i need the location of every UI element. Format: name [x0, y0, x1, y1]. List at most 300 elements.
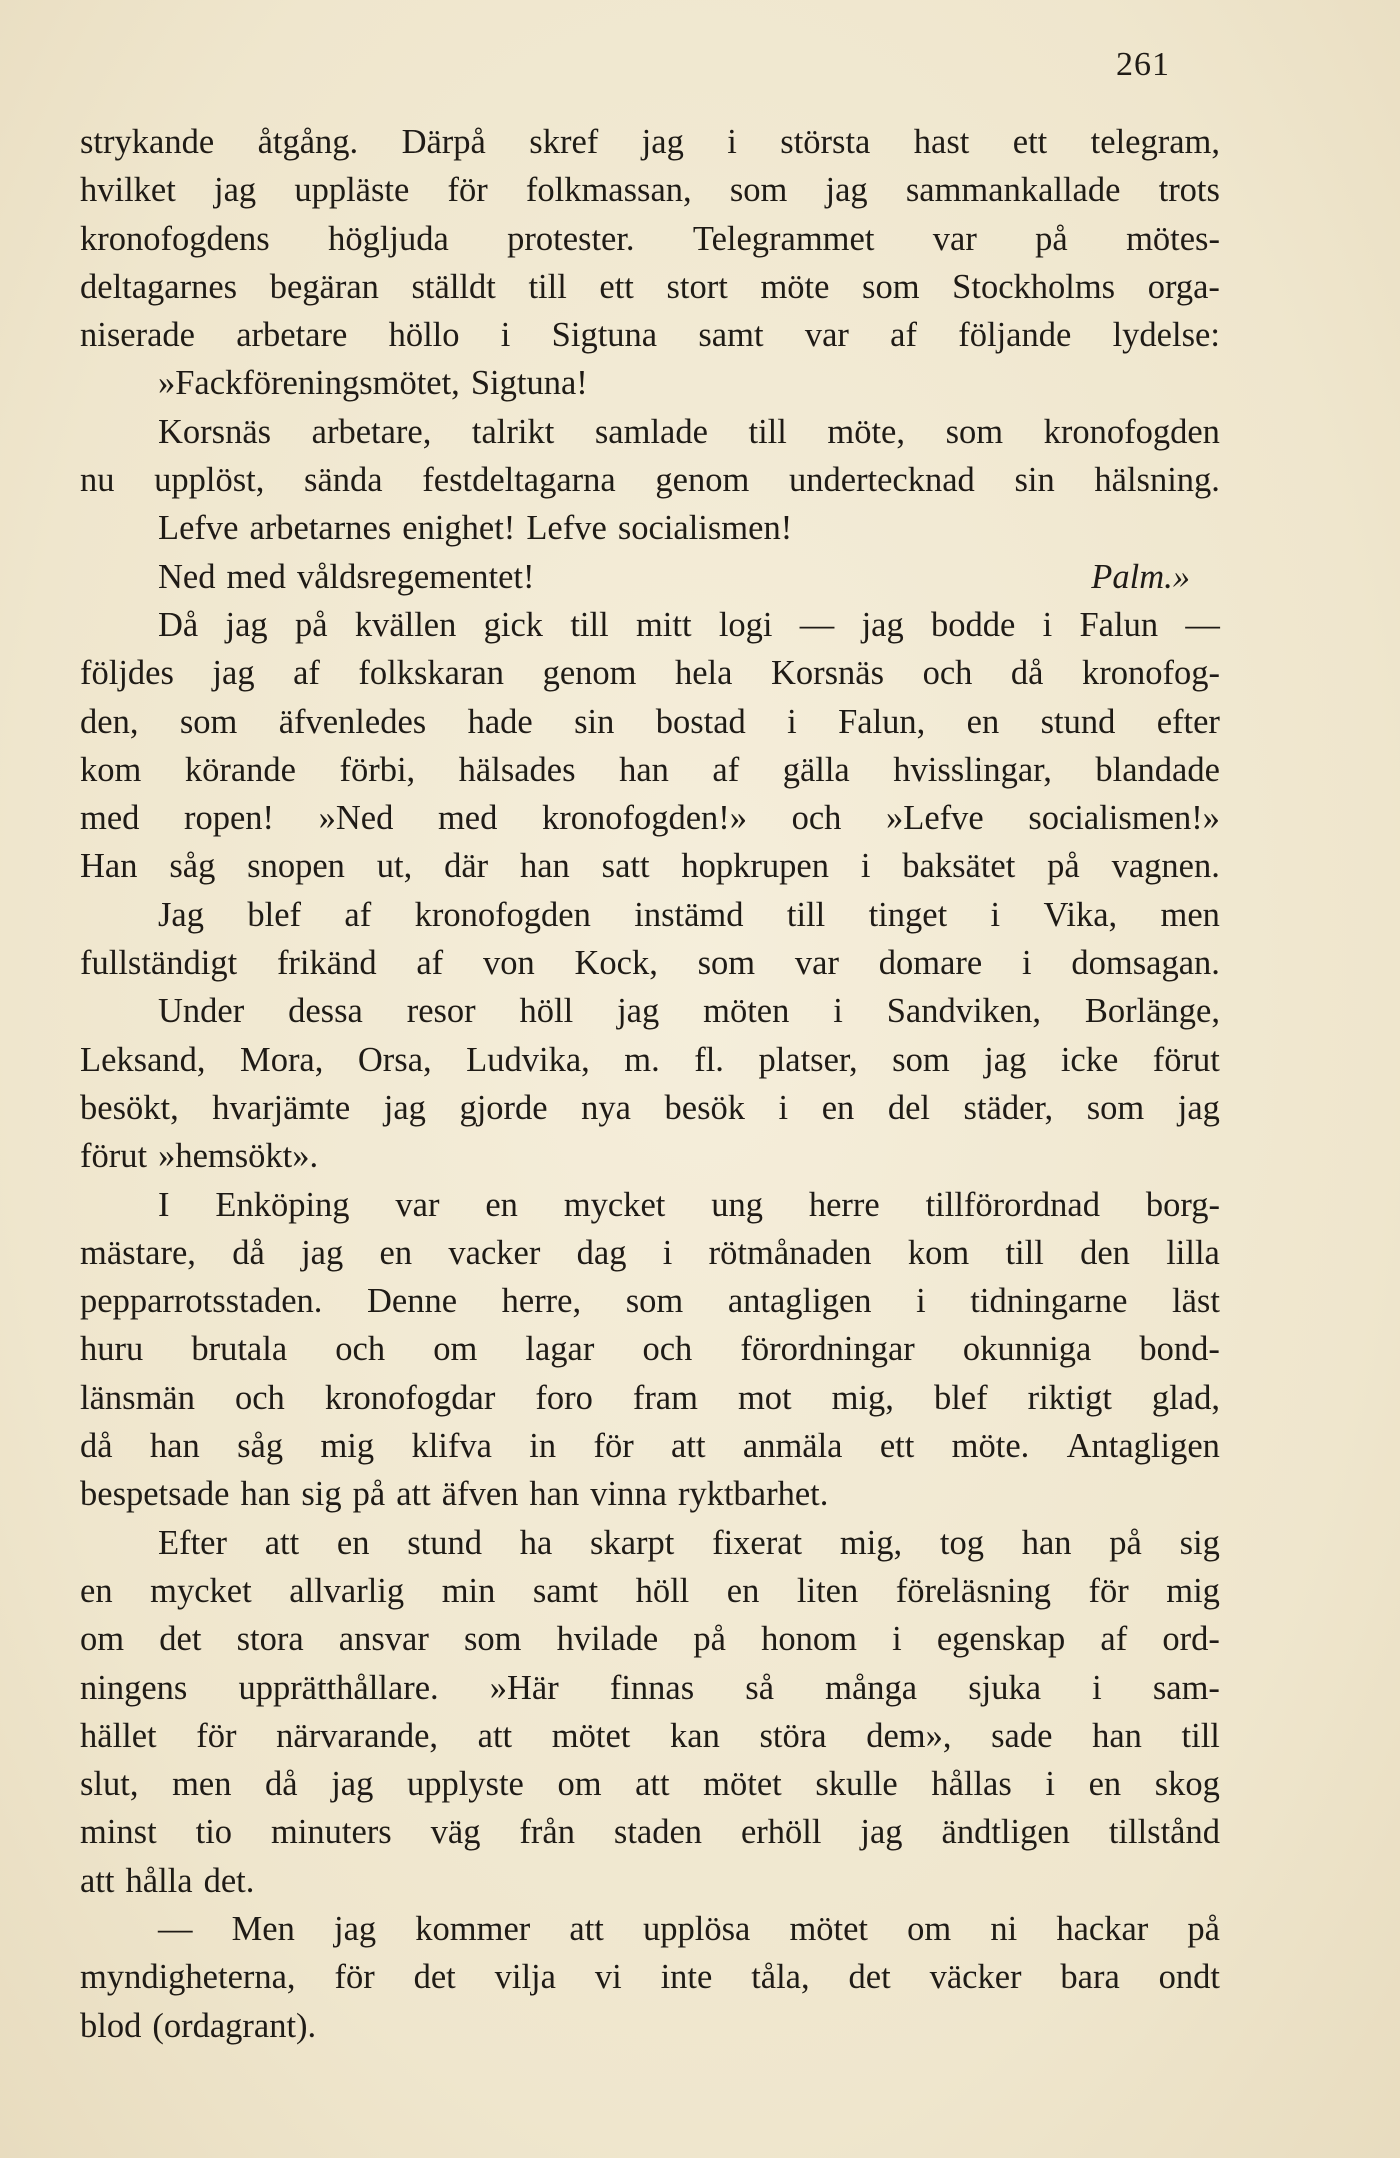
word: äfvenledes — [278, 702, 427, 741]
word: ett — [879, 1427, 915, 1466]
word: upplösa — [643, 1909, 751, 1948]
word: Efter — [158, 1523, 227, 1562]
word: det — [413, 1958, 456, 1997]
word: föreläsning — [895, 1571, 1051, 1610]
word: Denne — [366, 1282, 458, 1321]
word: hela — [674, 654, 733, 693]
word: att — [477, 1716, 513, 1755]
word: platser, — [758, 1040, 858, 1079]
text-line — [80, 1277, 1220, 1325]
word: närvarande, — [276, 1716, 439, 1755]
word: genom — [655, 461, 750, 500]
word: blef — [247, 895, 302, 934]
word: ett — [599, 267, 634, 306]
word: på — [1109, 1523, 1142, 1562]
text-line — [80, 1422, 1220, 1470]
word: skref — [529, 123, 599, 161]
word: såg — [169, 847, 216, 886]
text-line — [80, 1905, 1220, 1953]
word: slut, — [80, 1765, 139, 1804]
word: Då — [158, 605, 199, 644]
word: jag — [1177, 1088, 1220, 1127]
word: Men — [231, 1909, 295, 1948]
word: Vika, — [1043, 895, 1118, 934]
word: strykande — [80, 123, 215, 161]
word: kronofogdar — [324, 1378, 496, 1417]
word: ryktbarhet. — [677, 1475, 829, 1514]
word: åtgång. — [257, 123, 359, 161]
word: länsmän — [80, 1378, 195, 1417]
word: mästare, — [80, 1233, 196, 1272]
text-line — [80, 987, 1220, 1035]
word: logi — [718, 605, 773, 644]
word: sig — [301, 1475, 342, 1514]
word: ställdt — [411, 267, 496, 306]
word: på — [1187, 1909, 1220, 1948]
word: resor — [406, 992, 476, 1031]
word: inte — [660, 1958, 713, 1997]
word: erhöll — [740, 1813, 822, 1852]
word: hvisslingar, — [893, 750, 1052, 789]
word: ni — [990, 1909, 1018, 1948]
word: hälsning. — [1094, 461, 1220, 500]
text-line — [80, 1808, 1220, 1856]
word: undertecknad — [788, 461, 975, 500]
word: körande — [184, 750, 296, 789]
word: instämd — [634, 895, 744, 934]
word: var — [794, 944, 839, 983]
word: till — [786, 895, 826, 934]
word: högljuda — [328, 219, 449, 258]
word: begäran — [269, 267, 379, 306]
word: då — [1010, 654, 1044, 693]
word: ansvar — [338, 1620, 429, 1659]
word: rötmånaden — [708, 1233, 872, 1272]
word: i — [833, 992, 843, 1031]
word: i — [916, 1282, 926, 1321]
word: af — [293, 654, 320, 693]
word: Lefve — [526, 509, 607, 548]
word: bespetsade — [80, 1475, 230, 1514]
word: Sigtuna — [551, 316, 658, 355]
text-line — [80, 359, 1220, 407]
word: (ordagrant). — [152, 2006, 317, 2045]
text-line — [80, 842, 1220, 890]
word: våldsregementet! — [296, 557, 535, 596]
word: upplyste — [406, 1765, 524, 1804]
word: en — [485, 1185, 518, 1224]
word: på — [693, 1620, 726, 1659]
word: och — [642, 1330, 693, 1369]
text-line — [80, 1084, 1220, 1132]
word: mötet — [703, 1765, 782, 1804]
word: baksätet — [902, 847, 1016, 886]
word: gick — [483, 605, 544, 644]
word: då — [80, 1427, 113, 1466]
word: vacker — [448, 1233, 541, 1272]
word: till — [1181, 1716, 1220, 1755]
word: lilla — [1166, 1233, 1220, 1272]
word: den, — [80, 702, 139, 741]
word: såg — [237, 1427, 284, 1466]
word: för — [1088, 1571, 1129, 1610]
word: jag — [225, 605, 268, 644]
word: tåla, — [751, 1958, 810, 1997]
word: Jag — [158, 895, 204, 934]
word: I — [158, 1185, 170, 1224]
word: Mora, — [240, 1040, 324, 1079]
word: i — [662, 1233, 673, 1272]
word: »Lefve — [886, 799, 984, 838]
word: vinna — [590, 1475, 667, 1514]
word: kom — [80, 750, 142, 789]
word: liten — [796, 1571, 859, 1610]
word: han — [1021, 1523, 1072, 1562]
word: Stockholms — [952, 267, 1116, 306]
text-line — [80, 1712, 1220, 1760]
word: satt — [601, 847, 650, 886]
word: riktigt — [1027, 1378, 1112, 1417]
word: jag — [825, 171, 868, 210]
word: Korsnäs — [770, 654, 885, 693]
word: lydelse: — [1112, 316, 1220, 355]
word: ropen! — [184, 799, 275, 838]
word: »Här — [489, 1668, 559, 1707]
word: på — [1035, 219, 1068, 258]
word: han — [529, 1475, 580, 1514]
word: lagar — [525, 1330, 595, 1369]
word: att — [396, 1475, 431, 1514]
word: förbi, — [339, 750, 416, 789]
word: om — [80, 1620, 125, 1659]
word: af — [712, 750, 740, 789]
word: jag — [334, 1909, 377, 1948]
word: socialismen! — [617, 509, 793, 548]
word: gälla — [782, 750, 850, 789]
word: herre, — [501, 1282, 582, 1321]
word: in — [529, 1427, 557, 1466]
word: var — [395, 1185, 440, 1224]
word: om — [907, 1909, 952, 1948]
word: i — [860, 847, 871, 886]
word: det — [848, 1958, 891, 1997]
text-line — [80, 311, 1220, 359]
text-line — [80, 1374, 1220, 1422]
word: mötet — [551, 1716, 631, 1755]
word: ha — [519, 1523, 553, 1562]
word: kvällen — [354, 605, 457, 644]
word: Falun — [1079, 605, 1159, 644]
word: fl. — [694, 1040, 724, 1079]
word: möten — [703, 992, 790, 1031]
word: hälsades — [458, 750, 576, 789]
word: ningens — [80, 1668, 188, 1707]
word: till — [1005, 1233, 1044, 1272]
word: i — [500, 316, 511, 355]
word: ut, — [376, 847, 413, 886]
word: ord- — [1162, 1620, 1220, 1659]
word: i — [1042, 605, 1053, 644]
word: arbetare — [236, 316, 348, 355]
text-line — [80, 408, 1220, 456]
word: sjuka — [968, 1668, 1042, 1707]
text-line — [80, 1857, 1220, 1905]
word: i — [787, 702, 797, 741]
word: deltagarnes — [80, 267, 238, 306]
word: tinget — [868, 895, 948, 934]
word: som — [697, 944, 756, 983]
word: gjorde — [459, 1088, 548, 1127]
word: till — [570, 605, 609, 644]
word: han — [149, 1427, 200, 1466]
word: jag — [641, 123, 684, 161]
word: han — [240, 1475, 291, 1514]
word: brutala — [191, 1330, 288, 1369]
word: hast — [913, 123, 970, 161]
word: hade — [467, 702, 533, 741]
word: ondt — [1158, 1958, 1220, 1997]
word: sam- — [1152, 1668, 1220, 1707]
word: skarpt — [590, 1523, 675, 1562]
word: pepparrotsstaden. — [80, 1282, 323, 1321]
word: Leksand, — [80, 1040, 206, 1079]
word: Därpå — [401, 123, 486, 161]
word: »hemsökt». — [158, 1137, 319, 1176]
word: höll — [519, 992, 574, 1031]
word: af — [416, 944, 444, 983]
word: socialismen!» — [1028, 799, 1220, 838]
word: skog — [1154, 1765, 1220, 1804]
text-line — [80, 1760, 1220, 1808]
word: i — [1022, 944, 1032, 983]
word: antagligen — [727, 1282, 872, 1321]
word: mötes- — [1126, 219, 1220, 258]
word: bostad — [655, 702, 746, 741]
word: tillförordnad — [925, 1185, 1100, 1224]
word: en — [726, 1571, 760, 1610]
word: en — [336, 1523, 370, 1562]
text-line — [80, 1036, 1220, 1084]
word: hvarjämte — [212, 1088, 351, 1127]
word: upplöst, — [154, 461, 265, 500]
word: äfven — [441, 1475, 519, 1514]
word: jag — [984, 1040, 1027, 1079]
text-line — [80, 698, 1220, 746]
word: upprätthållare. — [238, 1668, 439, 1707]
word: folkskaran — [358, 654, 505, 693]
word: mycket — [563, 1185, 666, 1224]
word: följande — [958, 316, 1072, 355]
word: kom — [907, 1233, 970, 1272]
word: väcker — [929, 1958, 1022, 1997]
word: »Fackföreningsmötet, — [158, 364, 460, 403]
word: det. — [203, 1861, 255, 1900]
word: besök — [664, 1088, 745, 1127]
word: blod — [80, 2006, 142, 2045]
word: att — [569, 1909, 604, 1948]
word: minst — [80, 1813, 157, 1852]
word: höllo — [388, 316, 460, 355]
word: från — [519, 1813, 575, 1852]
word: nya — [581, 1088, 631, 1127]
word: förordningar — [740, 1330, 915, 1369]
word: huru — [80, 1330, 144, 1369]
word: då — [232, 1233, 265, 1272]
word: hålla — [125, 1861, 193, 1900]
text-line — [80, 1470, 1220, 1518]
word: att — [264, 1523, 300, 1562]
word: icke — [1060, 1040, 1119, 1079]
text-line — [80, 649, 1220, 697]
word: störa — [759, 1716, 827, 1755]
word: Lefve — [158, 509, 239, 548]
word: af — [1100, 1620, 1128, 1659]
word: foro — [535, 1378, 593, 1417]
word: en — [821, 1088, 855, 1127]
word: okunniga — [962, 1330, 1092, 1369]
word: och — [922, 654, 973, 693]
word: som — [179, 702, 238, 741]
word: arbetarnes — [249, 509, 392, 548]
text-line — [80, 891, 1220, 939]
word: vilja — [494, 1958, 556, 1997]
word: städer, — [963, 1088, 1054, 1127]
word: bond- — [1139, 1330, 1220, 1369]
text-line — [80, 1229, 1220, 1277]
word: mot — [737, 1378, 792, 1417]
word: efter — [1156, 702, 1220, 741]
word: i — [778, 1088, 789, 1127]
text-line — [80, 553, 1220, 601]
word: niserade — [80, 316, 195, 355]
word: mig, — [839, 1523, 903, 1562]
word: kan — [670, 1716, 720, 1755]
word: som — [1086, 1088, 1145, 1127]
word: enighet! — [402, 509, 516, 548]
word: blef — [933, 1378, 988, 1417]
word: Han — [80, 847, 138, 886]
word: den — [1080, 1233, 1130, 1272]
word: folkmassan, — [525, 171, 692, 210]
word: största — [780, 123, 871, 161]
word: förut — [80, 1137, 148, 1176]
word: men — [172, 1765, 232, 1804]
word: hackar — [1056, 1909, 1149, 1948]
word: kommer — [415, 1909, 531, 1948]
word: Under — [158, 992, 245, 1031]
word: myndigheterna, — [80, 1958, 296, 1997]
word: min — [441, 1571, 496, 1610]
word: hället — [80, 1716, 157, 1755]
word: af — [344, 895, 372, 934]
word: kronofogden!» — [541, 799, 747, 838]
text-line — [80, 263, 1220, 311]
word: i — [1045, 1765, 1055, 1804]
word: som — [625, 1282, 684, 1321]
word: domare — [878, 944, 983, 983]
word: Kock, — [574, 944, 658, 983]
word: och — [335, 1330, 386, 1369]
word: sin — [574, 702, 615, 741]
word: sig — [1179, 1523, 1220, 1562]
word: minuters — [270, 1813, 392, 1852]
word: Orsa, — [357, 1040, 432, 1079]
word: staden — [613, 1813, 703, 1852]
word: m. — [624, 1040, 660, 1079]
word: som — [945, 412, 1004, 451]
word: Sandviken, — [886, 992, 1041, 1031]
word: tio — [195, 1813, 233, 1852]
word: jag — [301, 1233, 344, 1272]
word: läst — [1172, 1282, 1220, 1321]
word: på — [294, 605, 328, 644]
text-line — [80, 1615, 1220, 1663]
word: en — [80, 1571, 113, 1610]
word: anmäla — [742, 1427, 843, 1466]
word: tidningarne — [970, 1282, 1128, 1321]
text-line — [80, 118, 1220, 166]
word: i — [727, 123, 737, 161]
text-line — [80, 1953, 1220, 2001]
word: stort — [666, 267, 728, 306]
word: mitt — [635, 605, 692, 644]
word: borg- — [1145, 1185, 1220, 1224]
word: på — [1047, 847, 1080, 886]
word: kronofogden — [1043, 412, 1220, 451]
word: jag — [214, 171, 257, 210]
word: följdes — [80, 654, 174, 693]
word: Ned — [158, 557, 216, 596]
word: vagnen. — [1111, 847, 1220, 886]
word: ung — [711, 1185, 763, 1224]
word: möte. — [951, 1427, 1030, 1466]
word: som — [464, 1620, 522, 1659]
word: fram — [632, 1378, 698, 1417]
word: hvilade — [556, 1620, 659, 1659]
word: blandade — [1095, 750, 1220, 789]
text-line — [80, 601, 1220, 649]
word: jag — [331, 1765, 374, 1804]
word: besökt, — [80, 1088, 179, 1127]
page-number: 261 — [1116, 46, 1170, 83]
word: men — [1160, 895, 1220, 934]
text-line — [80, 1132, 1220, 1180]
word: Enköping — [215, 1185, 350, 1224]
word: för — [447, 171, 488, 210]
text-line — [80, 504, 1220, 552]
word: Sigtuna! — [470, 364, 588, 403]
word: jag — [212, 654, 255, 693]
word: många — [825, 1668, 918, 1707]
text-line — [80, 794, 1220, 842]
word: var — [932, 219, 977, 258]
word: han — [519, 847, 570, 886]
word: med — [226, 557, 286, 596]
word: samt — [532, 1571, 599, 1610]
word: och — [791, 799, 842, 838]
word: allvarlig — [289, 1571, 405, 1610]
word: väg — [430, 1813, 481, 1852]
text-line — [80, 2002, 1220, 2050]
text-line — [80, 456, 1220, 504]
word: dag — [576, 1233, 627, 1272]
text-line — [80, 1567, 1220, 1615]
word: af — [890, 316, 917, 355]
word: telegram, — [1090, 123, 1220, 161]
word: då — [265, 1765, 298, 1804]
word: jag — [860, 1813, 903, 1852]
word: — — [158, 1909, 193, 1948]
